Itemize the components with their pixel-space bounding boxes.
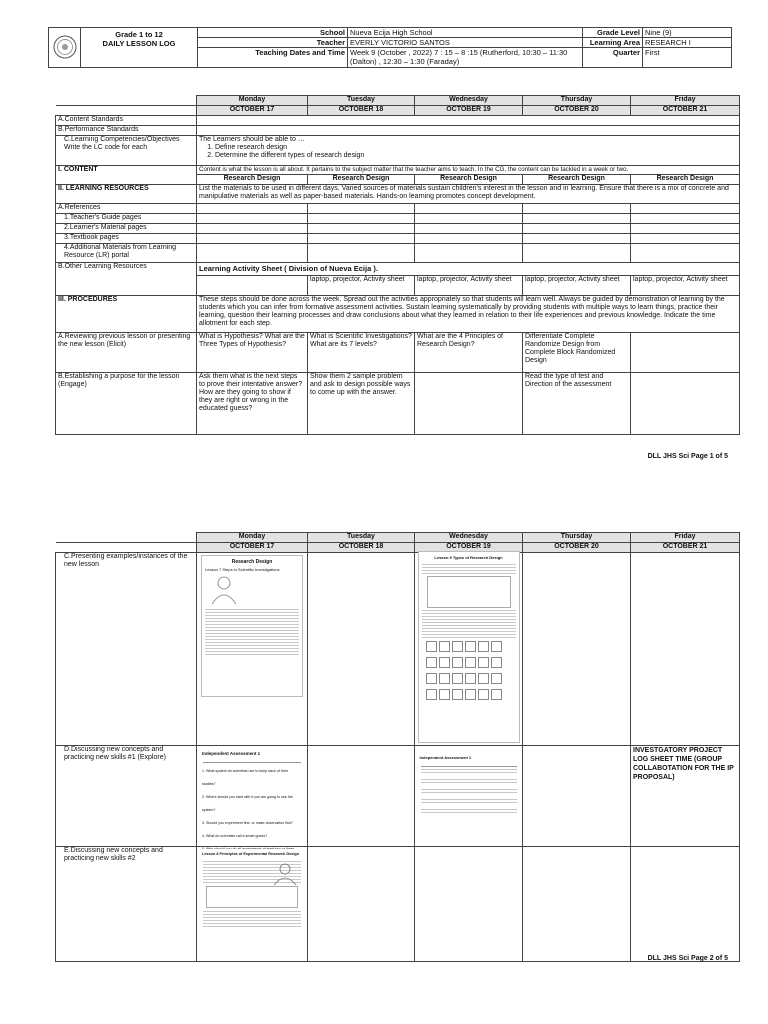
title-dll: DAILY LESSON LOG xyxy=(102,39,176,48)
reviewing-wednesday: What are the 4 Principles of Research Design? xyxy=(415,333,523,373)
teacher-value: EVERLY VICTORIO SANTOS xyxy=(348,38,583,48)
dates-label: Teaching Dates and Time xyxy=(198,48,348,68)
assessment-thumbnail xyxy=(418,752,520,842)
date-wednesday: OCTOBER 19 xyxy=(415,106,523,116)
las-text: Learning Activity Sheet ( Division of Nueva Ecija ). xyxy=(197,263,740,276)
student-illustration-icon xyxy=(270,863,300,885)
equipment-tuesday: laptop, projector, Activity sheet xyxy=(308,276,415,296)
dates-value: Week 9 (October , 2022) 7 : 15 – 8 :15 (Rutherford, 10:30 – 11:30 (Dalton) , 12:30 – 1:30 (Faraday) xyxy=(348,48,583,68)
discussing2-thursday xyxy=(523,847,631,962)
lesson-table-page2 xyxy=(55,532,740,962)
presenting-label: C.Presenting examples/instances of the new lesson xyxy=(56,553,197,746)
discussing1-tuesday xyxy=(308,746,415,847)
other-resources-label: B.Other Learning Resources xyxy=(56,263,197,296)
content-friday: Research Design xyxy=(631,175,740,185)
day-thursday: Thursday xyxy=(523,533,631,543)
date-thursday: OCTOBER 20 xyxy=(523,543,631,553)
reviewing-tuesday: What is Scientific Investigations? What are its 7 levels? xyxy=(308,333,415,373)
procedures-note: These steps should be done across the week. Spread out the activities appropriately so that students will learn well. Always be guided by demonstration of learning by the students which you can infer from formative assessment activities. Sustain learning systematically by providing students with multiple ways to learn things, practice their learning, question their learning processes and draw conclusions about what they learned in relation to their life experiences and previous knowledge. Indicate the time allotment for each step. xyxy=(197,296,740,333)
date-tuesday: OCTOBER 18 xyxy=(308,543,415,553)
content-tuesday: Research Design xyxy=(308,175,415,185)
competencies-intro: The Learners should be able to … xyxy=(199,136,305,143)
day-wednesday: Wednesday xyxy=(415,96,523,106)
references-label: A.References xyxy=(56,204,197,214)
content-label: I. CONTENT xyxy=(56,166,197,185)
page-footer-2: DLL JHS Sci Page 2 of 5 xyxy=(647,955,728,962)
competencies-label: C.Learning Competencies/Objectives Write the LC code for each xyxy=(56,136,197,166)
content-note: Content is what the lesson is all about. It pertains to the subject matter that the teacher aims to teach. In the CG, the content can be tackled in a week or two. xyxy=(197,166,740,175)
textbook-pages-label: 3.Textbook pages xyxy=(56,234,197,244)
competency-item: 2. Determine the different types of research design xyxy=(215,152,737,160)
day-friday: Friday xyxy=(631,96,740,106)
assessment-title: Independent Assessment 1 xyxy=(202,751,261,756)
worksheet-title: Research Design xyxy=(231,559,273,565)
design-grid xyxy=(419,640,519,704)
purpose-monday: Ask them what is the next steps to prove their intentative answer? How are they going to show if they are right or wrong in the educated guess? xyxy=(197,373,308,435)
tg-pages-label: 1.Teacher's Guide pages xyxy=(56,214,197,224)
discussing2-tuesday xyxy=(308,847,415,962)
presenting-wednesday xyxy=(415,553,523,746)
worksheet-table xyxy=(427,576,511,608)
grade-label: Grade Level xyxy=(583,28,643,38)
assessment-questions: 1. What system do scientists use to keep track of their studies? 2. Where should you start with if you are going to use the system? 3. Should you experiment first, or make observation first? 4. What do scientists call a smart guess? xyxy=(202,769,293,838)
assessment-thumbnail xyxy=(200,748,304,844)
day-tuesday: Tuesday xyxy=(308,96,415,106)
title-grade: Grade 1 to 12 xyxy=(115,30,163,39)
content-thursday: Research Design xyxy=(523,175,631,185)
school-label: School xyxy=(198,28,348,38)
equipment-thursday: laptop, projector, Activity sheet xyxy=(523,276,631,296)
content-standards-label: A.Content Standards xyxy=(56,116,197,126)
date-friday: OCTOBER 21 xyxy=(631,106,740,116)
resources-note: List the materials to be used in different days. Varied sources of materials sustain children's interest in the lesson and in learning. Ensure that there is a mix of concrete and manipulative materials as well as paper-based materials. Hands-on learning promotes concept development. xyxy=(197,185,740,204)
discussing2-label: E.Discussing new concepts and practicing new skills #2 xyxy=(56,847,197,962)
equipment-wednesday: laptop, projector, Activity sheet xyxy=(415,276,523,296)
discussing1-wednesday xyxy=(415,746,523,847)
presenting-thursday xyxy=(523,553,631,746)
purpose-thursday: Read the type of test and Direction of the assessment xyxy=(523,373,631,435)
assessment-title: Independent Assessment 1 xyxy=(419,755,472,760)
equipment-friday: laptop, projector, Activity sheet xyxy=(631,276,740,296)
grade-value: Nine (9) xyxy=(643,28,732,38)
day-monday: Monday xyxy=(197,96,308,106)
performance-standards-label: B.Performance Standards xyxy=(56,126,197,136)
worksheet-subtitle: Lesson 7 Steps in Scientific Investigations xyxy=(205,567,280,572)
scientist-illustration-icon xyxy=(206,574,242,604)
teacher-label: Teacher xyxy=(198,38,348,48)
discussing1-thursday xyxy=(523,746,631,847)
competency-item: 1. Define research design xyxy=(215,144,737,152)
worksheet-thumbnail xyxy=(418,551,520,743)
area-label: Learning Area xyxy=(583,38,643,48)
presenting-friday xyxy=(631,553,740,746)
day-wednesday: Wednesday xyxy=(415,533,523,543)
date-wednesday: OCTOBER 19 xyxy=(415,543,523,553)
quarter-value: First xyxy=(643,48,732,68)
date-monday: OCTOBER 17 xyxy=(197,543,308,553)
worksheet-table xyxy=(206,886,298,908)
date-monday: OCTOBER 17 xyxy=(197,106,308,116)
presenting-tuesday xyxy=(308,553,415,746)
page-footer-1: DLL JHS Sci Page 1 of 5 xyxy=(647,453,728,460)
quarter-label: Quarter xyxy=(583,48,643,68)
reviewing-monday: What is Hypothesis? What are the Three Types of Hypothesis? xyxy=(197,333,308,373)
worksheet-title: Lesson 8 Principles of Experimental Research Design xyxy=(202,852,300,856)
date-thursday: OCTOBER 20 xyxy=(523,106,631,116)
discussing2-monday xyxy=(197,847,308,962)
worksheet-thumbnail xyxy=(200,849,304,959)
school-value: Nueva Ecija High School xyxy=(348,28,583,38)
reviewing-thursday: Differentiate Complete Randomize Design from Complete Block Randomized Design xyxy=(523,333,631,373)
purpose-label: B.Establishing a purpose for the lesson (Engage) xyxy=(56,373,197,435)
date-tuesday: OCTOBER 18 xyxy=(308,106,415,116)
additional-materials-label: 4.Additional Materials from Learning Resource (LR) portal xyxy=(56,244,197,263)
purpose-tuesday: Show them 2 sample problem and ask to design possible ways to come up with the answer. xyxy=(308,373,415,435)
presenting-monday xyxy=(197,553,308,746)
date-friday: OCTOBER 21 xyxy=(631,543,740,553)
discussing2-wednesday xyxy=(415,847,523,962)
discussing1-label: D.Discussing new concepts and practicing new skills #1 (Explore) xyxy=(56,746,197,847)
procedures-label: III. PROCEDURES xyxy=(56,296,197,333)
worksheet-title: Lesson 9 Types of Research Design xyxy=(434,555,503,560)
content-monday: Research Design xyxy=(197,175,308,185)
worksheet-thumbnail xyxy=(201,555,303,697)
content-wednesday: Research Design xyxy=(415,175,523,185)
reviewing-label: A.Reviewing previous lesson or presenting the new lesson (Elicit) xyxy=(56,333,197,373)
day-friday: Friday xyxy=(631,533,740,543)
day-thursday: Thursday xyxy=(523,96,631,106)
day-monday: Monday xyxy=(197,533,308,543)
discussing1-friday: INVESTGATORY PROJECT LOG SHEET TIME (GROUP COLLABOTATION FOR THE IP PROPOSAL) xyxy=(631,746,740,847)
discussing2-friday xyxy=(631,847,740,962)
lm-pages-label: 2.Learner's Material pages xyxy=(56,224,197,234)
resources-label: II. LEARNING RESOURCES xyxy=(56,185,197,204)
area-value: RESEARCH I xyxy=(643,38,732,48)
day-tuesday: Tuesday xyxy=(308,533,415,543)
discussing1-monday xyxy=(197,746,308,847)
